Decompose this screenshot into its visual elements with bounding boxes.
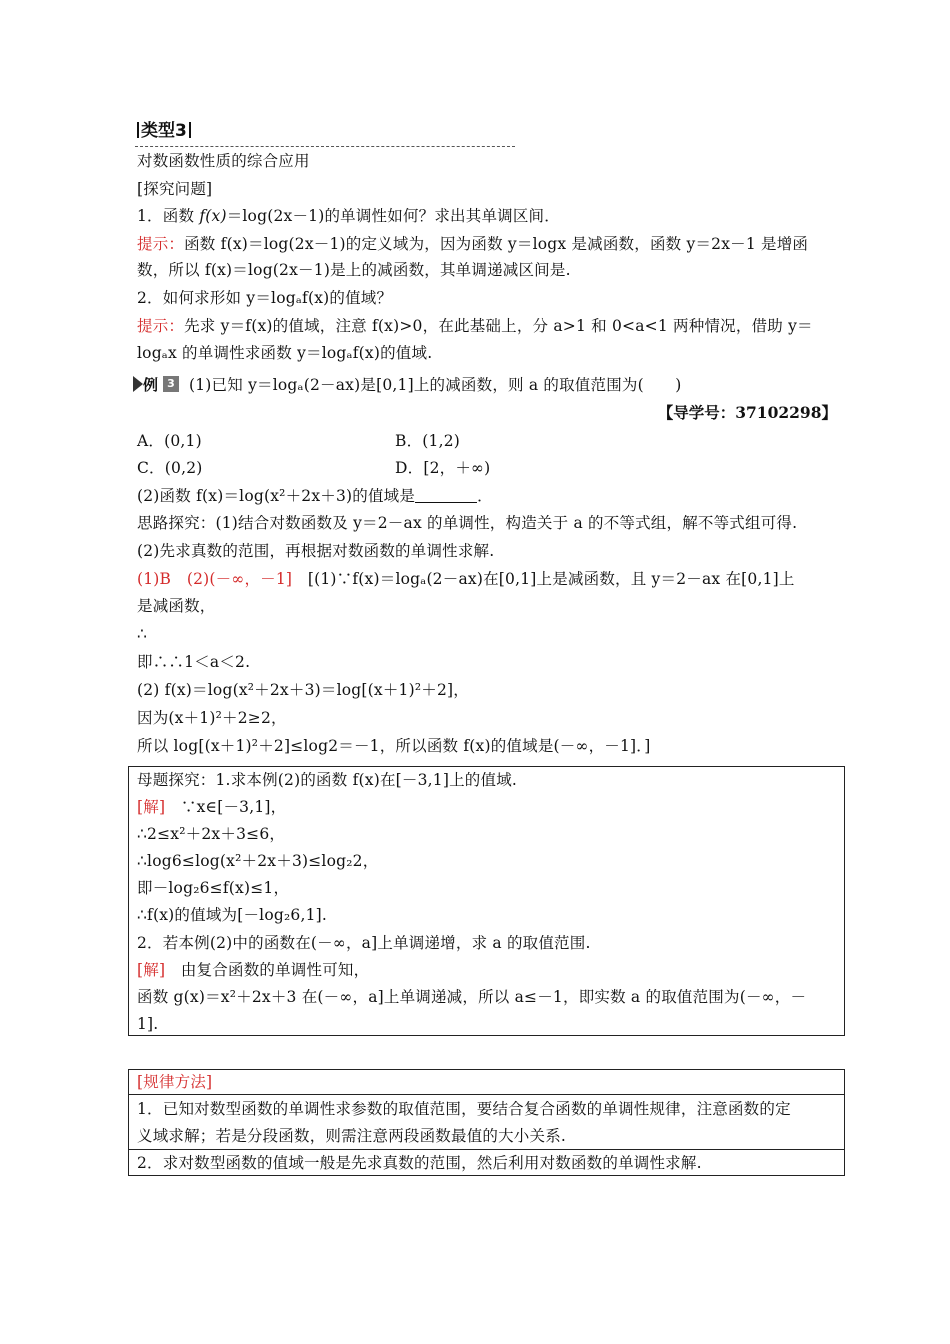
hint-1-line-1: [137, 233, 808, 255]
variant-line-10: 1].: [137, 1015, 159, 1033]
explore-tag: [探究问题]: [137, 180, 213, 198]
option-a: A．(0,1): [137, 432, 202, 450]
example-badge: [133, 374, 183, 394]
type-label: 类型3: [141, 121, 187, 141]
guide-number: 【导学号：37102298】: [657, 403, 837, 422]
variant-line-3: ∴2≤x²＋2x＋3≤6，: [137, 825, 286, 843]
hint-1-line-2: 数，所以 f(x)＝log(2x－1)是上的减函数，其单调递减区间是.: [137, 261, 571, 279]
jie-1-label: [解]: [137, 798, 166, 816]
rules-divider-1: [129, 1094, 844, 1095]
variant-line-5: 即－log₂6≤f(x)≤1，: [137, 879, 290, 897]
thinking-line-1: 思路探究：(1)结合对数函数及 y＝2－ax 的单调性，构造关于 a 的不等式组，解不等式组可得.: [137, 514, 798, 532]
badge-triangle-icon: [133, 376, 143, 392]
answer-line-6: 因为(x＋1)²＋2≥2，: [137, 709, 287, 727]
rules-item-1-line-2: 义域求解；若是分段函数，则需注意两段函数最值的大小关系.: [137, 1127, 567, 1145]
q1-text: ＝log(2x－1)的单调性如何？求出其单调区间．: [226, 207, 560, 225]
variant-line-8: [137, 959, 369, 981]
variant-box: [128, 766, 845, 1036]
answer-line-3: ∴: [137, 625, 148, 643]
rules-box: [128, 1069, 845, 1176]
rules-title: [规律方法]: [137, 1073, 213, 1091]
thinking-line-2: (2)先求真数的范围，再根据对数函数的单调性求解.: [137, 542, 495, 560]
heading-bar-left: [137, 122, 139, 138]
heading-bar-right: [189, 122, 191, 138]
answer-line-2: 是减函数，: [137, 597, 216, 615]
badge-number: 3: [163, 376, 179, 392]
answer-line-4: 即∴∴1＜a＜2.: [137, 653, 251, 671]
hint-1-label: 提示：: [137, 235, 185, 253]
hint-2-line-2: logₐx 的单调性求函数 y＝logₐf(x)的值域.: [137, 344, 433, 362]
topic-title: 对数函数性质的综合应用: [137, 152, 310, 170]
example-stem: [133, 374, 682, 396]
answer-text-1: [(1)∵f(x)＝logₐ(2－ax)在[0,1]上是减函数，且 y＝2－ax 在[0,1]上: [292, 570, 795, 588]
option-c: C．(0,2): [137, 459, 203, 477]
question-1: [137, 205, 560, 227]
answer-line-7: 所以 log[(x＋1)²＋2]≤log2＝－1，所以函数 f(x)的值域是(－∞，－1]．]: [137, 737, 651, 755]
rules-divider-2: [129, 1149, 844, 1150]
variant-line-7: 2．若本例(2)中的函数在(－∞，a]上单调递增，求 a 的取值范围.: [137, 934, 591, 952]
variant-line-1: 母题探究：1.求本例(2)的函数 f(x)在[－3,1]上的值域.: [137, 771, 518, 789]
variant-line-9: 函数 g(x)＝x²＋2x＋3 在(－∞，a]上单调递减，所以 a≤－1，即实数 a 的取值范围为(－∞，－: [137, 988, 807, 1006]
q1-prefix: 1．函数: [137, 207, 195, 225]
question-2: 2．如何求形如 y＝logₐf(x)的值域？: [137, 289, 393, 307]
hint-2-label: 提示：: [137, 317, 185, 335]
part-2-end: ．: [477, 487, 493, 505]
q1-fx: f(x): [199, 207, 227, 225]
example-part-2: [137, 485, 493, 507]
rules-item-1-line-1: 1．已知对数型函数的单调性求参数的取值范围，要结合复合函数的单调性规律，注意函数的定: [137, 1100, 791, 1118]
answer-line-5: (2) f(x)＝log(x²＋2x＋3)＝log[(x＋1)²＋2]，: [137, 681, 469, 699]
example-stem-text: (1)已知 y＝logₐ(2－ax)是[0,1]上的减函数，则 a 的取值范围为( ): [189, 376, 682, 394]
section-type-heading: [135, 120, 193, 142]
rules-item-2: 2．求对数型函数的值域一般是先求真数的范围，然后利用对数函数的单调性求解.: [137, 1154, 702, 1172]
badge-text: 例: [143, 376, 159, 394]
answer-key: (1)B (2)(－∞，－1]: [137, 570, 293, 588]
hint-2-line-1: [137, 315, 813, 337]
option-d: D．[2，＋∞): [395, 459, 491, 477]
part-2-text: (2)函数 f(x)＝log(x²＋2x＋3)的值域是: [137, 487, 416, 505]
hint-2-text-1: 先求 y＝f(x)的值域，注意 f(x)>0，在此基础上，分 a>1 和 0<a<1 两种情况，借助 y＝: [184, 317, 813, 335]
answer-line-1: [137, 568, 795, 590]
jie-1-text: ∵x∈[－3,1]，: [165, 798, 287, 816]
answer-blank: [415, 488, 477, 503]
variant-line-6: ∴f(x)的值域为[－log₂6,1].: [137, 906, 328, 924]
hint-1-text-1: 函数 f(x)＝log(2x－1)的定义域为，因为函数 y＝logx 是减函数，函数 y＝2x－1 是增函: [184, 235, 809, 253]
dashed-divider: [135, 146, 515, 147]
jie-2-text: 由复合函数的单调性可知，: [165, 961, 370, 979]
variant-line-2: [137, 796, 286, 818]
jie-2-label: [解]: [137, 961, 166, 979]
variant-line-4: ∴log6≤log(x²＋2x＋3)≤log₂2，: [137, 852, 379, 870]
option-b: B．(1,2): [395, 432, 461, 450]
